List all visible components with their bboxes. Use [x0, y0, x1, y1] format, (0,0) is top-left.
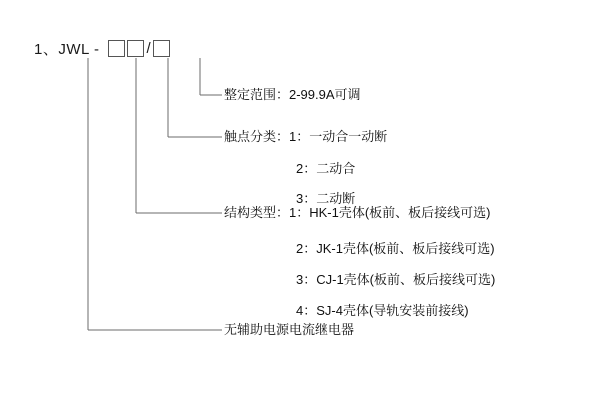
contact-classification-label-2: 2：二动合: [296, 161, 356, 176]
setting-range-label: 整定范围：2-99.9A可调: [224, 87, 361, 102]
structure-type-label: 结构类型：1：HK-1壳体(板前、板后接线可选): [224, 205, 491, 220]
model-code-line: [34, 38, 171, 59]
setting-range-box[interactable]: [153, 40, 170, 57]
separator-label: /: [146, 40, 152, 57]
contact-type-box[interactable]: [127, 40, 144, 57]
structure-type-box[interactable]: [108, 40, 125, 57]
model-prefix-label: 1、JWL -: [34, 41, 100, 58]
product-description-label: 无辅助电源电流继电器: [224, 322, 355, 337]
contact-classification-label: 触点分类：1：一动合一动断: [224, 129, 388, 144]
structure-type-label-4: 4：SJ-4壳体(导轨安装前接线): [296, 303, 469, 318]
contact-classification-label-3: 3：二动断: [296, 191, 356, 206]
structure-type-label-2: 2：JK-1壳体(板前、板后接线可选): [296, 241, 495, 256]
structure-type-label-3: 3：CJ-1壳体(板前、板后接线可选): [296, 272, 496, 287]
